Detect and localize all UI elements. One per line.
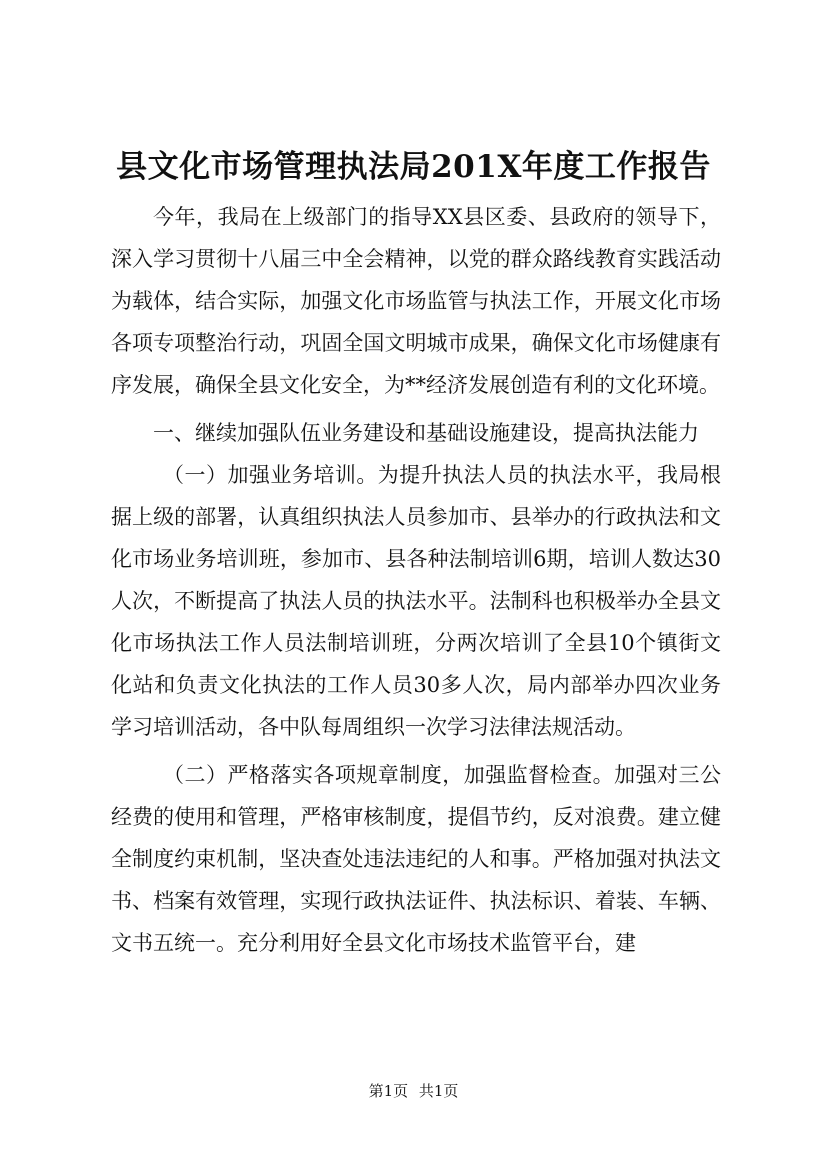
- document-body: [111, 196, 721, 964]
- section-heading-1: 一、继续加强队伍业务建设和基础设施建设，提高执法能力: [153, 421, 699, 445]
- paragraph-training: （一）加强业务培训。为提升执法人员的执法水平，我局根据上级的部署，认真组织执法人员参加市、县举办的行政执法和文化市场业务培训班，参加市、县各种法制培训6期，培训人数达30人次，不断提高了执法人员的执法水平。法制科也积极举办全县文化市场执法工作人员法制培训班，分两次培训了全县10个镇街文化站和负责文化执法的工作人员30多人次，局内部举办四次业务学习培训活动，各中队每周组织一次学习法律法规活动。: [111, 463, 721, 739]
- paragraph-intro: 今年，我局在上级部门的指导XX县区委、县政府的领导下，深入学习贯彻十八届三中全会精神，以党的群众路线教育实践活动为载体，结合实际，加强文化市场监管与执法工作，开展文化市场各项专项整治行动，巩固全国文明城市成果，确保文化市场健康有序发展，确保全县文化安全，为**经济发展创造有利的文化环境。: [111, 205, 721, 397]
- page-footer: [0, 1081, 827, 1101]
- page-total: 共1页: [418, 1082, 459, 1100]
- page-number: 第1页: [368, 1082, 409, 1100]
- paragraph-regulations: （二）严格落实各项规章制度，加强监督检查。加强对三公经费的使用和管理，严格审核制度，提倡节约，反对浪费。建立健全制度约束机制，坚决查处违法违纪的人和事。严格加强对执法文书、档案有效管理，实现行政执法证件、执法标识、着装、车辆、文书五统一。充分利用好全县文化市场技术监管平台，建: [111, 763, 721, 955]
- document-title: 县文化市场管理执法局201X年度工作报告: [116, 149, 711, 185]
